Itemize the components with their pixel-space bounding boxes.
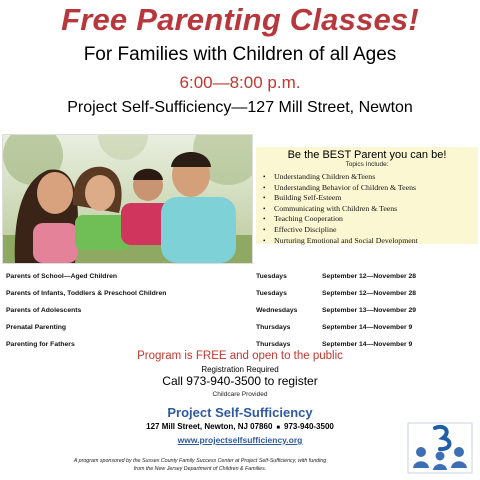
schedule-table [6,269,476,354]
footer-line: A program sponsored by the Sussex County Family Success Center at Project Self-Sufficiency, with funding [73,458,327,464]
topics-subheading: Topics Include: [345,161,389,168]
program-name: Parents of School—Aged Children [6,273,118,280]
program-name: Prenatal Parenting [6,324,67,331]
table-row [6,286,476,303]
topic-text: Teaching Cooperation [274,214,343,224]
list-item: • Understanding Behavior of Children & Teens [263,182,417,192]
phone-number: 973-940-3500 [284,422,334,431]
class-time: 6:00—8:00 p.m. [179,73,301,92]
list-item: • Communicating with Children & Teens [263,203,398,213]
program-day: Thursdays [256,341,291,348]
free-program-notice: Program is FREE and open to the public [137,350,343,362]
list-item: • Building Self-Esteem [263,193,342,203]
topic-text: Effective Discipline [274,224,337,234]
list-item: • Teaching Cooperation [263,214,343,224]
list-item: • Effective Discipline [263,224,337,234]
square-separator-icon: ■ [276,425,281,431]
table-row [6,303,476,320]
class-location: Project Self-Sufficiency—127 Mill Street, Newton [67,99,413,116]
program-dates: September 13—November 29 [322,307,417,314]
program-day: Tuesdays [256,273,287,280]
topic-text: Understanding Behavior of Children & Teens [274,182,417,192]
registration-required: Registration Required [201,365,279,374]
street-address: 127 Mill Street, Newton, NJ 07860 [146,422,273,431]
topic-text: Understanding Children &Teens [274,172,376,181]
footer-line: from the New Jersey Department of Children & Families. [133,466,267,472]
program-day: Thursdays [256,324,291,331]
program-dates: September 14—November 9 [322,324,413,331]
topic-text: Building Self-Esteem [274,193,342,203]
program-dates: September 12—November 28 [322,273,417,280]
logo-icon [407,422,473,474]
topics-list [263,172,418,246]
program-dates: September 12—November 28 [322,290,417,297]
family-success-center-logo [407,422,473,474]
topic-text: Nurturing Emotional and Social Development [274,235,418,245]
sponsor-footer [10,457,390,473]
website-link[interactable]: www.projectselfsufficiency.org [177,435,303,445]
table-row [6,269,476,286]
family-photo-image [3,135,252,263]
table-row [6,320,476,337]
list-item: • Understanding Children &Teens [263,172,376,181]
program-name: Parenting for Fathers [6,341,75,348]
organization-name: Project Self-Sufficiency [167,405,313,420]
flyer-subtitle: For Families with Children of all Ages [83,44,397,65]
program-dates: September 14—November 9 [322,341,413,348]
call-to-register: Call 973-940-3500 to register [162,374,318,388]
program-name: Parents of Infants, Toddlers & Preschool Children [6,290,167,297]
topics-box [256,147,478,244]
program-day: Tuesdays [256,290,287,297]
list-item: • Nurturing Emotional and Social Development [263,235,418,245]
topics-heading: Be the BEST Parent you can be! [287,149,447,161]
program-day: Wednesdays [256,307,298,314]
flyer-title: Free Parenting Classes! [61,2,419,37]
family-photo [3,135,252,263]
program-name: Parents of Adolescents [6,307,82,314]
childcare-notice: Childcare Provided [212,391,268,398]
topic-text: Communicating with Children & Teens [274,203,398,213]
